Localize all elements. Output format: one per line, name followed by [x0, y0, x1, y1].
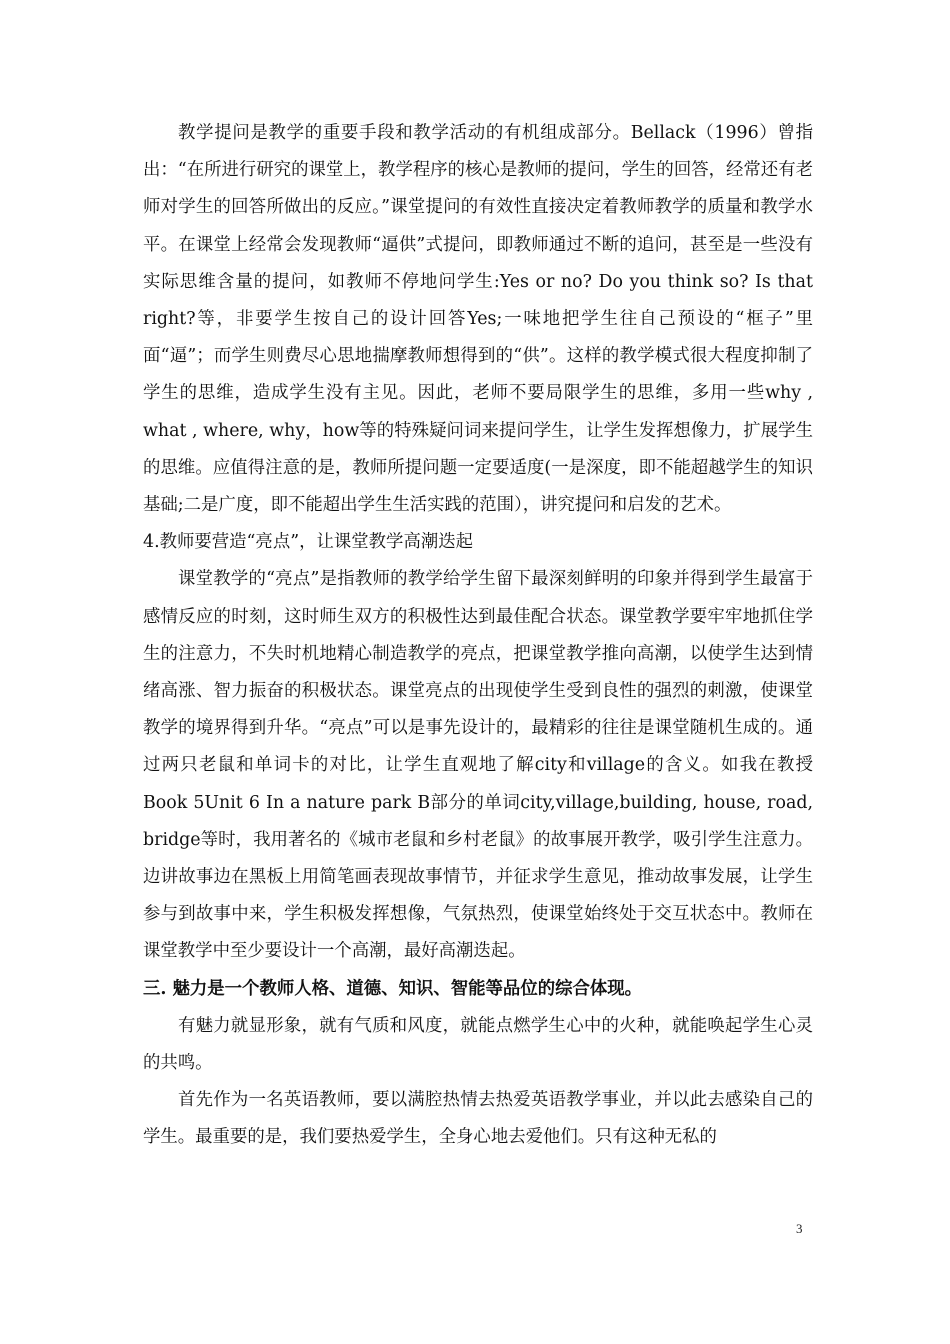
section-heading-charm: 三. 魅力是一个教师人格、道德、知识、智能等品位的综合体现。: [143, 978, 643, 999]
paragraph-questioning: 教学提问是教学的重要手段和教学活动的有机组成部分。Bellack（1996）曾指出：“在所进行研究的课堂上，教学程序的核心是教师的提问，学生的回答，经常还有老师对学生的回答所做出的反应。”课堂提问的有效性直接决定着教师教学的质量和教学水平。在课堂上经常会发现教师“逼供”式提问，即教师通过不断的追问，甚至是一些没有实际思维含量的提问，如教师不停地问学生:Yes or no? Do you think so? Is that right?等，非要学生按自己的设计回答Yes;一味地把学生往自己预设的“框子”里面“逼”；而学生则费尽心思地揣摩教师想得到的“供”。这样的教学模式很大程度抑制了学生的思维，造成学生没有主见。因此，老师不要局限学生的思维，多用一些why , what , where, why，how等的特殊疑问词来提问学生，让学生发挥想像力，扩展学生的思维。应值得注意的是，教师所提问题一定要适度(一是深度，即不能超越学生的知识基础;二是广度，即不能超出学生生活实践的范围），讲究提问和启发的艺术。: [143, 123, 813, 516]
paragraph-charm: 有魅力就显形象，就有气质和风度，就能点燃学生心中的火种，就能唤起学生心灵的共鸣。: [143, 1015, 813, 1074]
body-text: [143, 115, 813, 1157]
paragraph-passion: 首先作为一名英语教师，要以满腔热情去热爱英语教学事业，并以此去感染自己的学生。最重要的是，我们要热爱学生，全身心地去爱他们。只有这种无私的: [143, 1090, 813, 1148]
paragraph-highlights: 课堂教学的“亮点”是指教师的教学给学生留下最深刻鲜明的印象并得到学生最富于感情反应的时刻，这时师生双方的积极性达到最佳配合状态。课堂教学要牢牢地抓住学生的注意力，不失时机地精心制造教学的亮点，把课堂教学推向高潮，以使学生达到情绪高涨、智力振奋的积极状态。课堂亮点的出现使学生受到良性的强烈的刺激，使课堂教学的境界得到升华。“亮点”可以是事先设计的，最精彩的往往是课堂随机生成的。通过两只老鼠和单词卡的对比，让学生直观地了解city和village的含义。如我在教授Book 5Unit 6 In a nature park B部分的单词city,village,building, house, road, bridge等时，我用著名的《城市老鼠和乡村老鼠》的故事展开教学，吸引学生注意力。边讲故事边在黑板上用简笔画表现故事情节，并征求学生意见，推动故事发展，让学生参与到故事中来，学生积极发挥想像，气氛热烈，使课堂始终处于交互状态中。教师在课堂教学中至少要设计一个高潮，最好高潮迭起。: [143, 569, 813, 962]
subheading-highlights: 4.教师要营造“亮点”，让课堂教学高潮迭起: [143, 532, 474, 553]
page-number: 3: [796, 1221, 803, 1236]
